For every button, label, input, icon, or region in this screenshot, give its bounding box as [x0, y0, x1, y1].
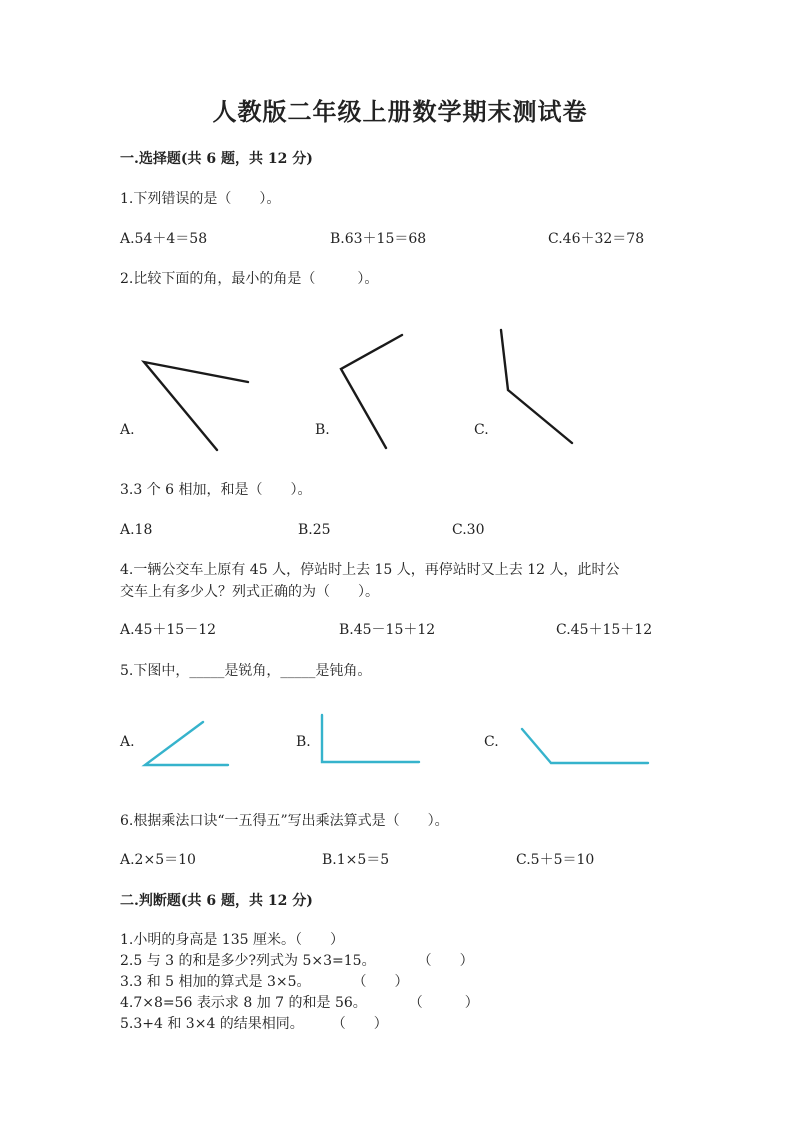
question-4-option-b: B.45－15＋12 [339, 622, 436, 638]
question-1-option-b: B.63＋15＝68 [330, 231, 427, 247]
section-heading-choice: 一.选择题(共 6 题，共 12 分) [120, 151, 313, 167]
question-2-stem: 2.比较下面的角，最小的角是（ ）。 [120, 271, 379, 287]
question-4-stem-line2: 交车上有多少人？列式正确的为（ ）。 [120, 584, 379, 600]
question-1-stem: 1.下列错误的是（ ）。 [120, 191, 281, 207]
question-5-option-a: A. [120, 734, 135, 750]
question-4-option-a: A.45＋15－12 [120, 622, 217, 638]
question-4-option-c: C.45＋15＋12 [556, 622, 653, 638]
angle-a-figure [144, 362, 248, 450]
question-6-option-a: A.2×5＝10 [120, 852, 196, 868]
right-angle-figure [322, 715, 419, 762]
question-2-option-c: C. [474, 422, 489, 438]
question-4-stem-line1: 4.一辆公交车上原有 45 人，停站时上去 15 人，再停站时又上去 12 人，此时公 [120, 562, 620, 578]
question-2-angles [144, 330, 572, 450]
question-5-option-c: C. [484, 734, 499, 750]
question-2-option-a: A. [120, 422, 135, 438]
question-5-angles [145, 715, 648, 765]
question-5-stem: 5.下图中，_____是锐角，_____是钝角。 [120, 663, 372, 679]
question-3-option-b: B.25 [298, 522, 331, 538]
question-1-option-a: A.54＋4＝58 [120, 231, 208, 247]
question-6-option-b: B.1×5＝5 [322, 852, 390, 868]
question-1-option-c: C.46＋32＝78 [548, 231, 645, 247]
obtuse-angle-figure [522, 729, 648, 763]
angle-b-figure [341, 335, 402, 448]
judgement-item-3: 3.3 和 5 相加的算式是 3×5。 （ ） [120, 974, 409, 990]
question-3-option-c: C.30 [452, 522, 485, 538]
acute-angle-figure [145, 722, 228, 765]
question-6-option-c: C.5＋5＝10 [516, 852, 595, 868]
section-heading-judgement: 二.判断题(共 6 题，共 12 分) [120, 893, 313, 909]
judgement-item-5: 5.3+4 和 3×4 的结果相同。 （ ） [120, 1016, 388, 1032]
judgement-item-1: 1.小明的身高是 135 厘米。（ ） [120, 932, 344, 948]
question-6-stem: 6.根据乘法口诀“一五得五”写出乘法算式是（ ）。 [120, 813, 449, 829]
judgement-item-4: 4.7×8=56 表示求 8 加 7 的和是 56。 （ ） [120, 995, 479, 1011]
question-3-option-a: A.18 [120, 522, 153, 538]
angle-c-figure [501, 330, 572, 443]
question-3-stem: 3.3 个 6 相加，和是（ ）。 [120, 482, 312, 498]
judgement-item-2: 2.5 与 3 的和是多少?列式为 5×3=15。 （ ） [120, 953, 474, 969]
question-2-option-b: B. [315, 422, 330, 438]
question-5-option-b: B. [296, 734, 311, 750]
page-title: 人教版二年级上册数学期末测试卷 [212, 97, 588, 126]
